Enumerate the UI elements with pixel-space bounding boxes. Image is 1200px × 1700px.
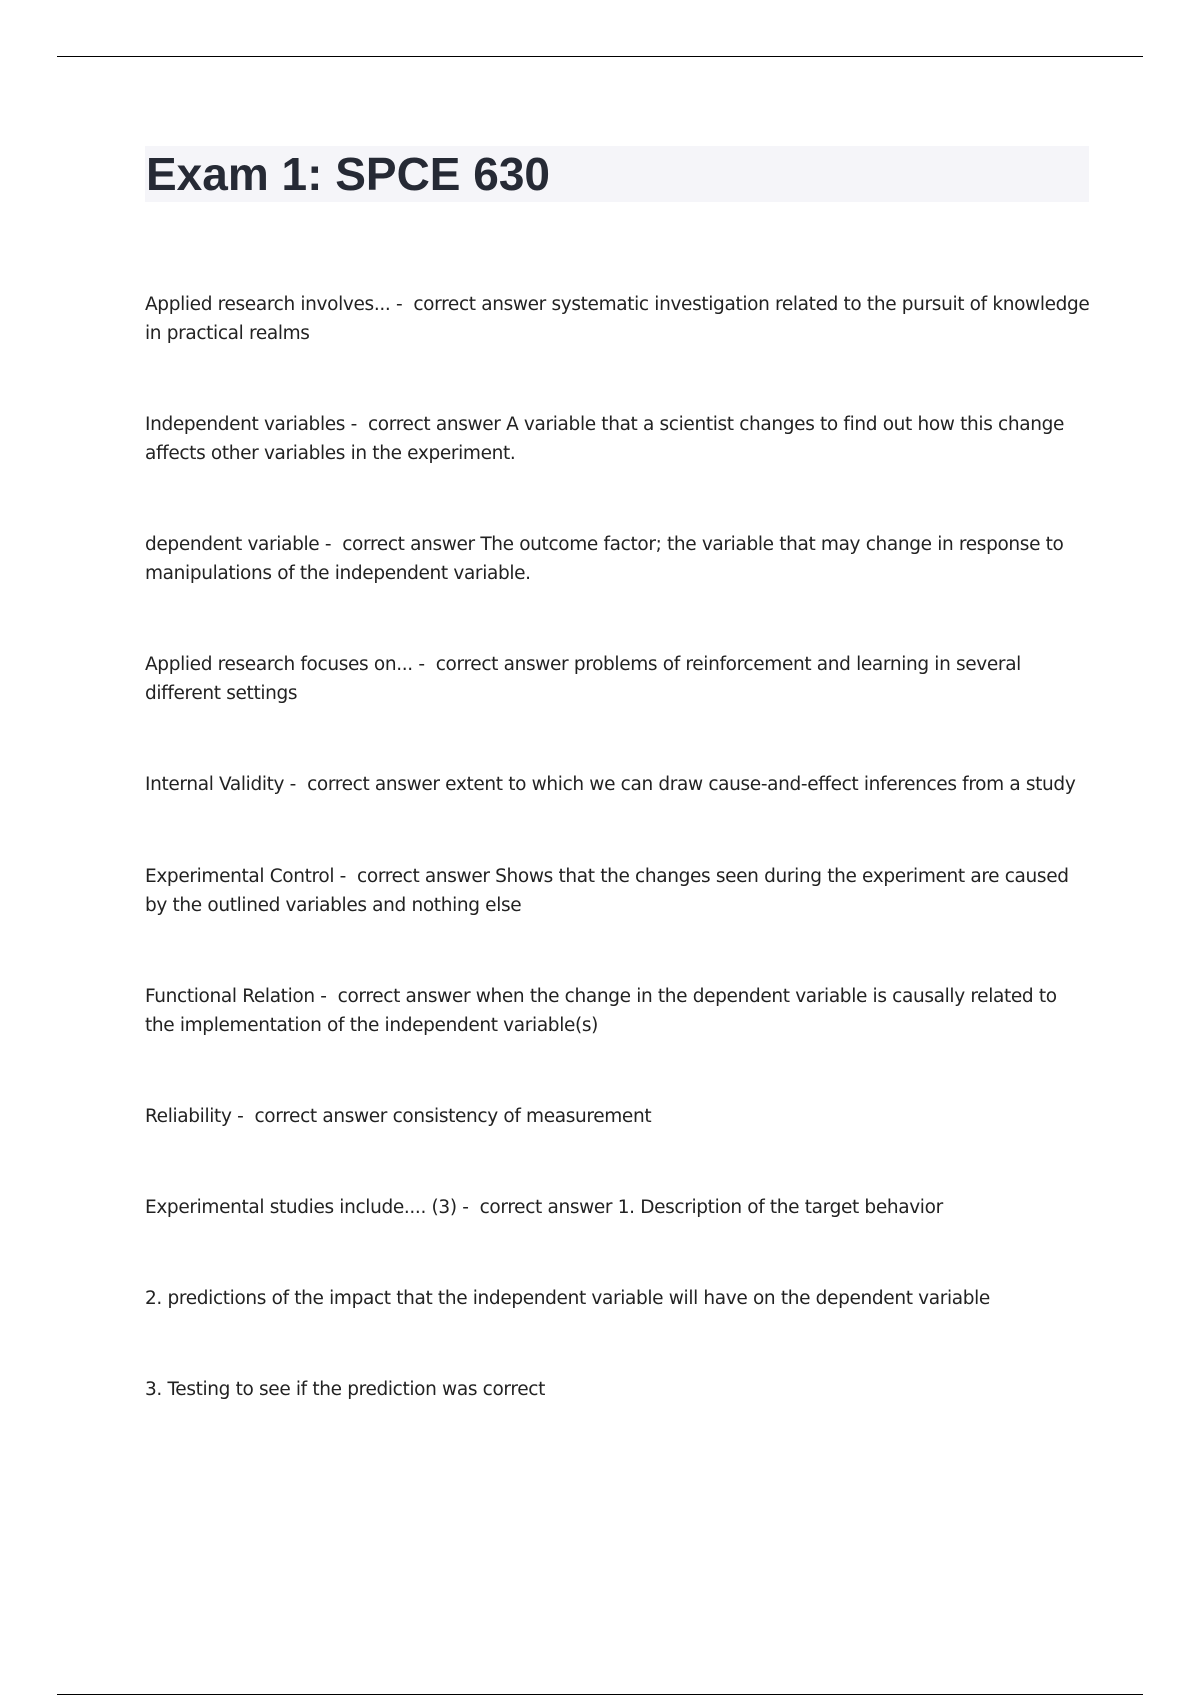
qa-term: Functional Relation [145, 986, 315, 1007]
qa-continuation: 3. Testing to see if the prediction was correct [145, 1379, 545, 1400]
qa-separator: - [456, 1197, 480, 1218]
qa-answer: correct answer 1. Description of the target behavior [479, 1197, 943, 1218]
bottom-rule [57, 1694, 1143, 1695]
page-title: Exam 1: SPCE 630 [146, 148, 551, 200]
qa-term: Independent variables [145, 414, 346, 435]
qa-item [145, 862, 1090, 920]
qa-item [145, 410, 1090, 468]
qa-term: Experimental Control [145, 866, 335, 887]
qa-separator: - [231, 1106, 255, 1127]
qa-answer: correct answer A variable that a scientist changes to find out how this change affects other variables in the experiment. [145, 414, 1064, 464]
qa-item [145, 770, 1090, 799]
top-rule [57, 56, 1143, 57]
qa-separator: - [284, 774, 308, 795]
qa-continuation: 2. predictions of the impact that the independent variable will have on the dependent variable [145, 1288, 990, 1309]
qa-separator: - [314, 986, 338, 1007]
qa-term: Experimental studies include.... (3) [145, 1197, 457, 1218]
qa-answer: correct answer problems of reinforcement and learning in several different settings [145, 654, 1021, 704]
qa-separator: - [319, 534, 343, 555]
qa-separator: - [334, 866, 358, 887]
qa-item [145, 1102, 1090, 1131]
qa-item [145, 530, 1090, 588]
qa-separator: - [345, 414, 368, 435]
qa-term: Applied research involves... [145, 294, 391, 315]
qa-term: Applied research focuses on... [145, 654, 413, 675]
qa-item [145, 1193, 1090, 1222]
qa-answer: correct answer consistency of measurement [254, 1106, 652, 1127]
qa-answer: correct answer systematic investigation related to the pursuit of knowledge in practical realms [145, 294, 1090, 344]
qa-term: Reliability [145, 1106, 232, 1127]
qa-term: dependent variable [145, 534, 320, 555]
qa-separator: - [412, 654, 436, 675]
qa-item [145, 650, 1090, 708]
qa-answer: correct answer The outcome factor; the variable that may change in response to manipulations of the independent variable. [145, 534, 1064, 584]
qa-answer: correct answer when the change in the dependent variable is causally related to the implementation of the independent variable(s) [145, 986, 1057, 1036]
qa-term: Internal Validity [145, 774, 285, 795]
qa-item [145, 982, 1090, 1040]
qa-item [145, 290, 1090, 348]
qa-separator: - [390, 294, 414, 315]
qa-answer: correct answer Shows that the changes seen during the experiment are caused by the outlined variables and nothing else [145, 866, 1069, 916]
qa-answer: correct answer extent to which we can draw cause-and-effect inferences from a study [307, 774, 1076, 795]
